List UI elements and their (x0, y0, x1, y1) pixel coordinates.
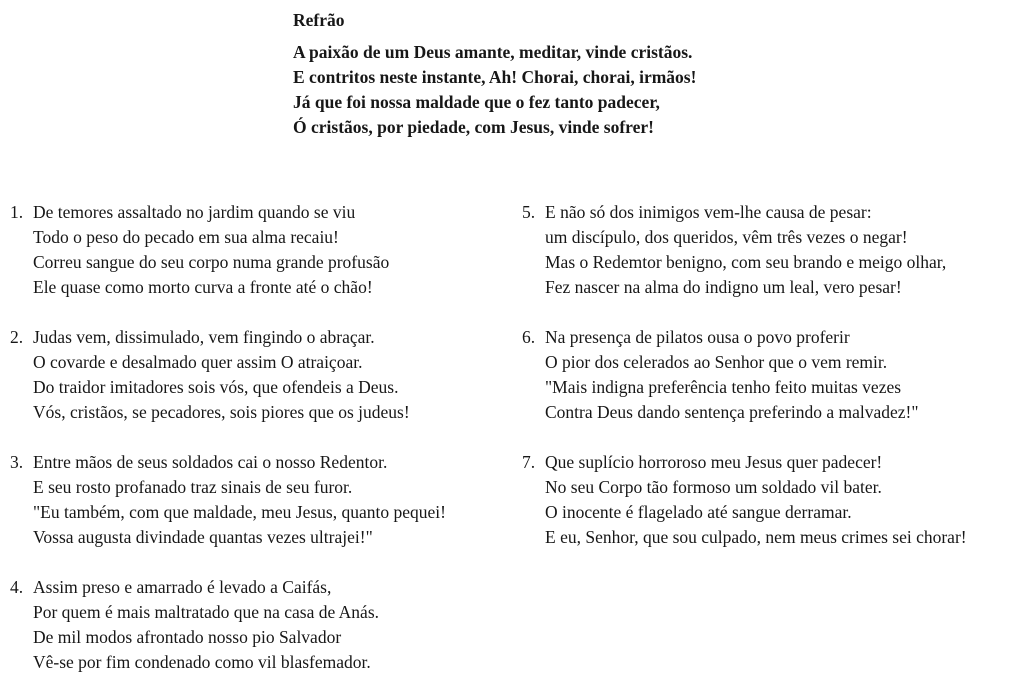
verse-line: O covarde e desalmado quer assim O atraiçoar. (33, 352, 363, 372)
verse-line: E não só dos inimigos vem-lhe causa de pesar: (545, 202, 872, 222)
verse-line: Contra Deus dando sentença preferindo a malvadez!" (545, 402, 919, 422)
verse-number: 1. (10, 202, 24, 222)
verse-line: O inocente é flagelado até sangue derramar. (545, 502, 852, 522)
refrain-line: Já que foi nossa maldade que o fez tanto padecer, (293, 92, 660, 112)
refrain-lines (293, 40, 696, 140)
verse-line: Vê-se por fim condenado como vil blasfemador. (33, 652, 371, 672)
refrain-section (293, 8, 696, 140)
verse-lines (33, 450, 446, 550)
verse-line: Na presença de pilatos ousa o povo proferir (545, 327, 850, 347)
verse-line: O pior dos celerados ao Senhor que o vem remir. (545, 352, 888, 372)
verse-line: Judas vem, dissimulado, vem fingindo o abraçar. (33, 327, 375, 347)
verse-6 (522, 325, 967, 425)
refrain-heading: Refrão (293, 10, 345, 30)
refrain-line: A paixão de um Deus amante, meditar, vinde cristãos. (293, 42, 693, 62)
verse-line: Fez nascer na alma do indigno um leal, vero pesar! (545, 277, 902, 297)
verse-line: Por quem é mais maltratado que na casa de Anás. (33, 602, 380, 622)
verse-3 (10, 450, 522, 550)
verse-lines (33, 575, 379, 675)
verses-column-right (522, 200, 967, 575)
verse-line: De temores assaltado no jardim quando se viu (33, 202, 356, 222)
verse-line: Vós, cristãos, se pecadores, sois piores que os judeus! (33, 402, 410, 422)
verse-number: 5. (522, 202, 536, 222)
verse-line: Todo o peso do pecado em sua alma recaiu! (33, 227, 339, 247)
verse-line: um discípulo, dos queridos, vêm três vezes o negar! (545, 227, 908, 247)
verse-lines (545, 450, 967, 550)
verse-line: Que suplício horroroso meu Jesus quer padecer! (545, 452, 883, 472)
verse-number: 4. (10, 577, 24, 597)
verse-2 (10, 325, 522, 425)
verse-5 (522, 200, 967, 300)
verse-number: 7. (522, 452, 536, 472)
verse-line: Vossa augusta divindade quantas vezes ultrajei!" (33, 527, 373, 547)
verse-line: Correu sangue do seu corpo numa grande profusão (33, 252, 390, 272)
verse-1 (10, 200, 522, 300)
verse-4 (10, 575, 522, 675)
verse-line: "Mais indigna preferência tenho feito muitas vezes (545, 377, 902, 397)
verse-lines (545, 325, 919, 425)
verse-line: E eu, Senhor, que sou culpado, nem meus crimes sei chorar! (545, 527, 967, 547)
verse-number: 2. (10, 327, 24, 347)
verses-section (10, 200, 967, 700)
verse-lines (33, 200, 389, 300)
verse-line: Ele quase como morto curva a fronte até o chão! (33, 277, 373, 297)
verse-line: E seu rosto profanado traz sinais de seu furor. (33, 477, 353, 497)
verses-column-left (10, 200, 522, 700)
verse-line: "Eu também, com que maldade, meu Jesus, quanto pequei! (33, 502, 446, 522)
verse-7 (522, 450, 967, 550)
verse-lines (545, 200, 946, 300)
verse-line: Mas o Redemtor benigno, com seu brando e meigo olhar, (545, 252, 947, 272)
verse-line: Entre mãos de seus soldados cai o nosso Redentor. (33, 452, 388, 472)
verse-line: Do traidor imitadores sois vós, que ofendeis a Deus. (33, 377, 399, 397)
refrain-line: Ó cristãos, por piedade, com Jesus, vinde sofrer! (293, 117, 654, 137)
verse-number: 3. (10, 452, 24, 472)
verse-line: Assim preso e amarrado é levado a Caifás, (33, 577, 332, 597)
verse-line: No seu Corpo tão formoso um soldado vil bater. (545, 477, 882, 497)
verse-line: De mil modos afrontado nosso pio Salvador (33, 627, 342, 647)
verse-number: 6. (522, 327, 536, 347)
refrain-line: E contritos neste instante, Ah! Chorai, chorai, irmãos! (293, 67, 697, 87)
verse-lines (33, 325, 410, 425)
